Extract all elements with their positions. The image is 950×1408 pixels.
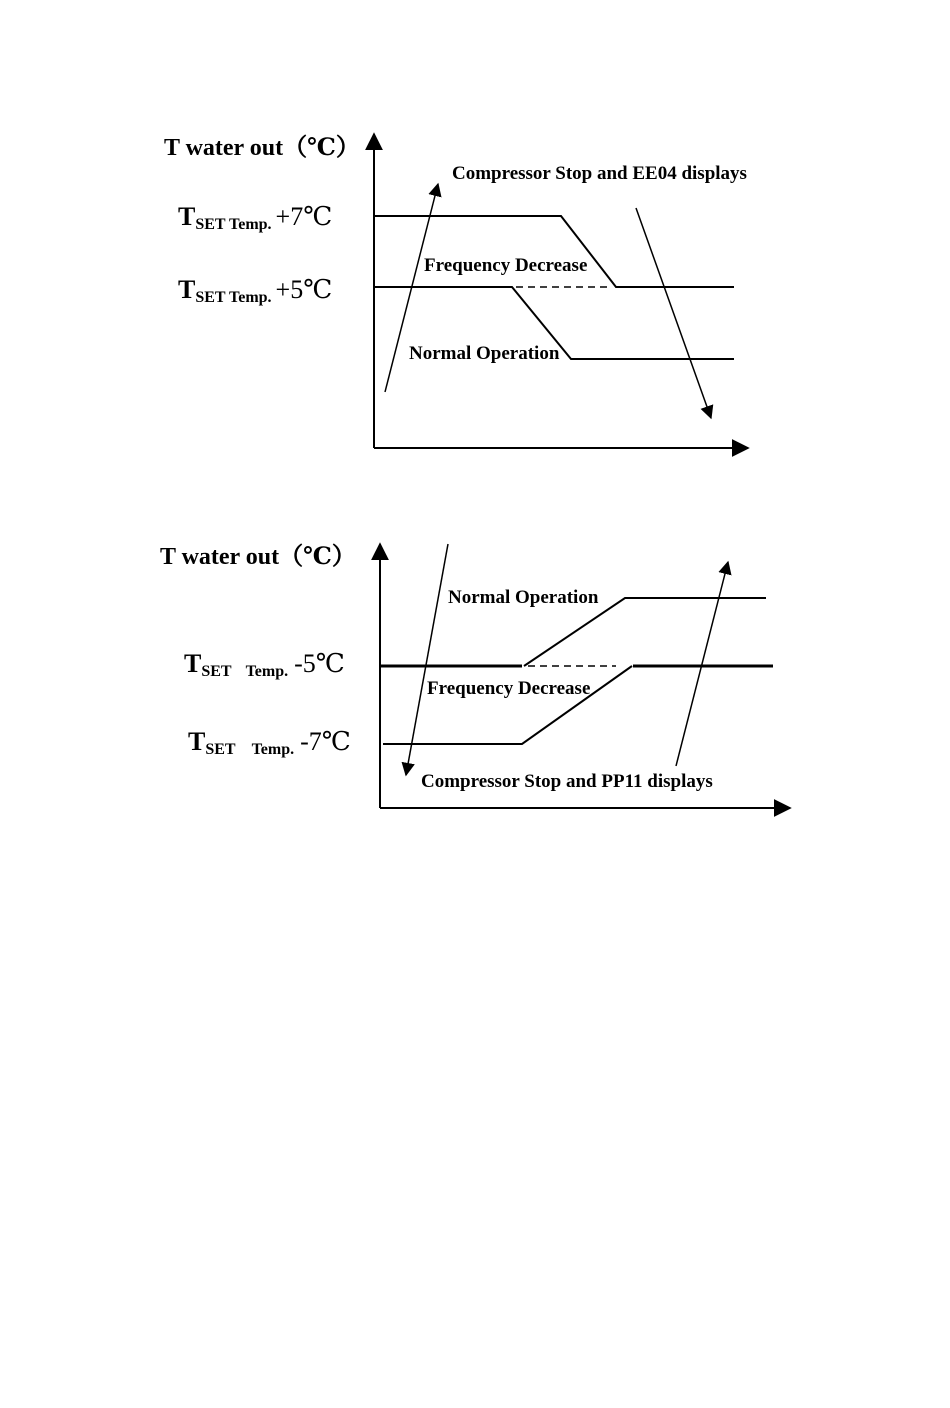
stop-threshold-line	[374, 216, 734, 287]
y-axis-label: T water out（℃）	[160, 544, 356, 570]
compressor-stop-label: Compressor Stop and EE04 displays	[452, 163, 747, 184]
cooling-protection-diagram	[0, 0, 950, 480]
falling-arrow	[406, 544, 448, 775]
normal-operation-label: Normal Operation	[448, 587, 599, 608]
frequency-decrease-label: Frequency Decrease	[427, 678, 591, 699]
freeze-protection-diagram	[0, 520, 950, 840]
y-axis-label: T water out（℃）	[164, 135, 360, 161]
freeze-protection-svg	[0, 520, 950, 840]
rising-arrow	[676, 562, 728, 766]
threshold-low-label: TSET Temp. -7℃	[188, 727, 351, 758]
frequency-decrease-label: Frequency Decrease	[424, 255, 588, 276]
threshold-high-label: TSET Temp. -5℃	[184, 649, 345, 680]
normal-operation-line	[524, 598, 766, 666]
compressor-stop-label: Compressor Stop and PP11 displays	[421, 771, 713, 792]
cooling-protection-svg	[0, 0, 950, 480]
threshold-high-label: TSET Temp. +7℃	[178, 202, 333, 233]
threshold-low-label: TSET Temp. +5℃	[178, 275, 333, 306]
falling-arrow	[636, 208, 711, 418]
normal-operation-label: Normal Operation	[409, 343, 560, 364]
